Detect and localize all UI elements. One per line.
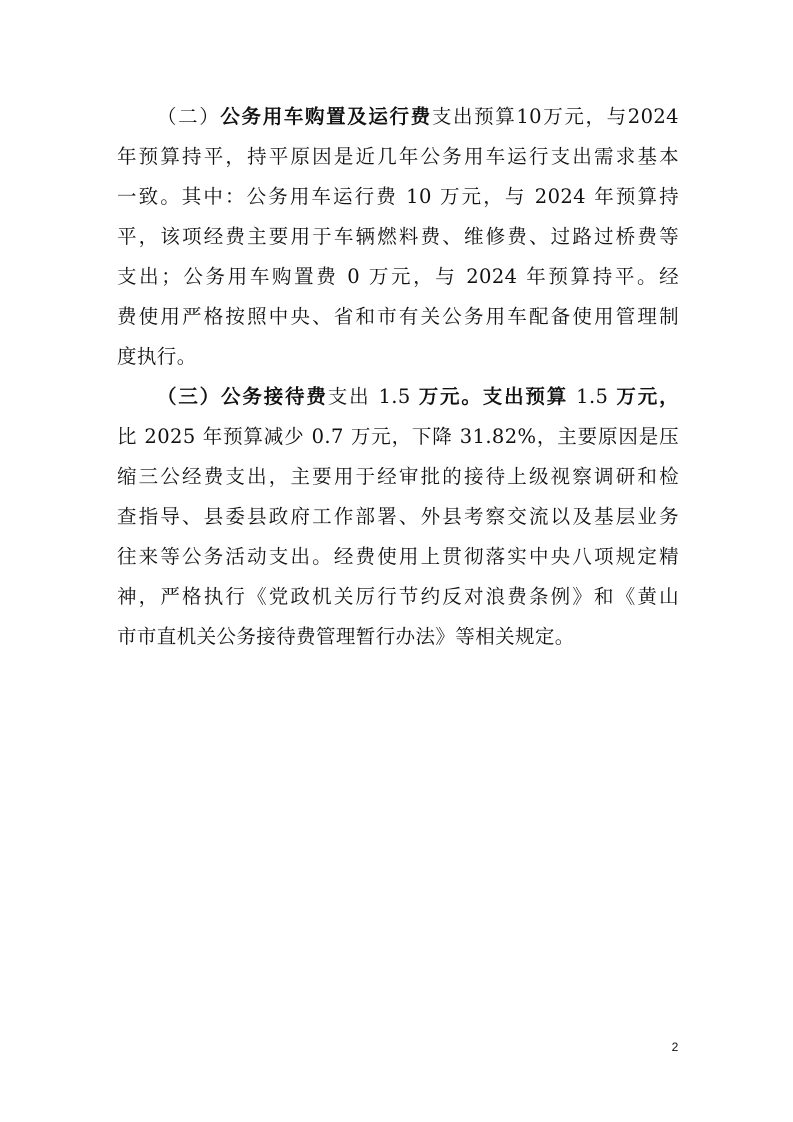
section-heading: （二）	[157, 105, 221, 128]
text-segment: 支出 1.5	[327, 385, 419, 408]
paragraph-vehicle-line-6: 费使用严格按照中央、省和市有关公务用车配备使用管理制	[117, 305, 679, 328]
paragraph-vehicle-line-7: 度执行。	[117, 345, 197, 368]
paragraph-reception-line-3: 缩三公经费支出，主要用于经审批的接待上级视察调研和检	[117, 465, 679, 488]
paragraph-reception-line-6: 神，严格执行《党政机关厉行节约反对浪费条例》和《黄山	[117, 585, 679, 608]
paragraph-reception-line-4: 查指导、县委县政府工作部署、外县考察交流以及基层业务	[117, 505, 679, 528]
paragraph-vehicle-line-2: 年预算持平，持平原因是近几年公务用车运行支出需求基本	[117, 145, 679, 168]
section-title: 公务用车购置及运行费	[220, 105, 432, 128]
paragraph-reception-line-2: 比 2025 年预算减少 0.7 万元，下降 31.82%，主要原因是压	[117, 425, 679, 448]
paragraph-vehicle-line-5: 支出；公务用车购置费 0 万元，与 2024 年预算持平。经	[117, 265, 679, 288]
text-segment-bold: 万元。支出预算	[418, 385, 569, 408]
text-segment: 1.5	[568, 385, 617, 408]
text-segment: 支出预算10万元，与2024	[431, 105, 679, 128]
paragraph-vehicle-line-4: 平，该项经费主要用于车辆燃料费、维修费、过路过桥费等	[117, 225, 679, 248]
paragraph-vehicle-line-1	[157, 97, 679, 137]
section-heading: （三）公务接待费	[157, 385, 328, 408]
page-number: 2	[671, 1040, 679, 1054]
paragraph-reception-line-5: 往来等公务活动支出。经费使用上贯彻落实中央八项规定精	[117, 545, 679, 568]
paragraph-reception-line-1	[157, 377, 679, 417]
paragraph-vehicle-line-3: 一致。其中：公务用车运行费 10 万元，与 2024 年预算持	[117, 185, 679, 208]
text-segment-bold: 万元，	[616, 385, 679, 408]
paragraph-reception-line-7: 市市直机关公务接待费管理暂行办法》等相关规定。	[117, 625, 575, 648]
